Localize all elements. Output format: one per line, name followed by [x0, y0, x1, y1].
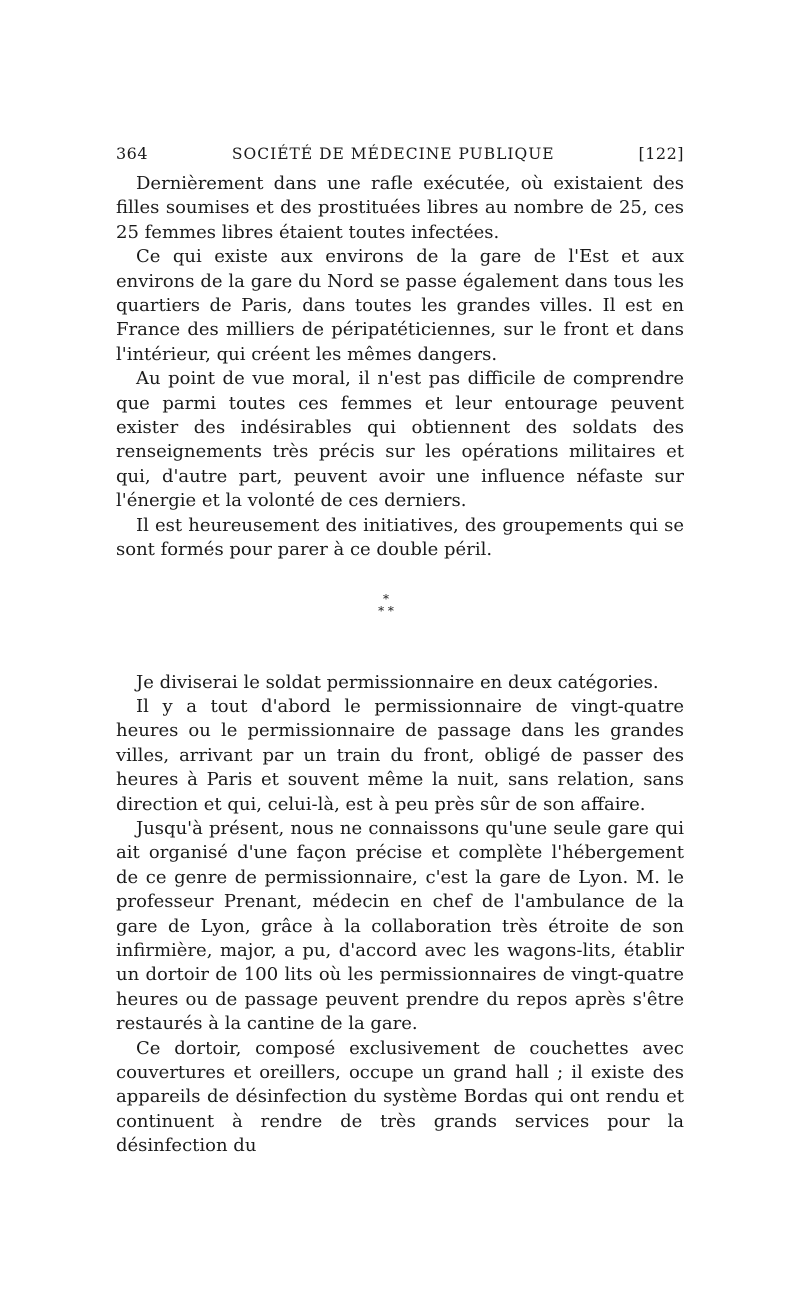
paragraph: Ce dortoir, composé exclusivement de couchettes avec couvertures et oreillers, occupe un grand hall ; il existe des appareils de désinfection du système Bordas qui ont rendu et continuent à rendre de très grands services pour la désinfection du	[116, 1037, 684, 1157]
page-number: 364	[116, 144, 149, 163]
section-prostitution-dangers	[116, 172, 684, 563]
paragraph: Dernièrement dans une rafle exécutée, où existaient des filles soumises et des prostituées libres au nombre de 25, ces 25 femmes libres étaient toutes infectées.	[116, 173, 684, 243]
paragraph: Il y a tout d'abord le permissionnaire de vingt-quatre heures ou le permissionnaire de passage dans les grandes villes, arrivant par un train du front, obligé de passer des heures à Paris et souvent même la nuit, sans relation, sans direction et qui, celui-là, est à peu près sûr de son affaire.	[116, 695, 684, 815]
paragraph: Je diviserai le soldat permissionnaire en deux catégories.	[136, 671, 659, 693]
paragraph: Au point de vue moral, il n'est pas difficile de comprendre que parmi toutes ces femmes et leur entourage peuvent exister des indésirables qui obtiennent des soldats des renseignements très précis sur les opérations militaires et qui, d'autre part, peuvent avoir une influence néfaste sur l'énergie et la volonté de ces derniers.	[116, 368, 684, 512]
paragraph: Jusqu'à présent, nous ne connaissons qu'une seule gare qui ait organisé d'une façon précise et complète l'hébergement de ce genre de permissionnaire, c'est la gare de Lyon. M. le professeur Prenant, médecin en chef de l'ambulance de la gare de Lyon, grâce à la collaboration très étroite de son infirmière, major, a pu, d'accord avec les wagons-lits, établir un dortoir de 100 lits où les permissionnaires de vingt-quatre heures ou de passage peuvent prendre du repos après s'être restaurés à la cantine de la gare.	[116, 817, 684, 1035]
running-header	[116, 144, 684, 172]
asterism-top: *	[383, 591, 389, 606]
bracket-page-number: [122]	[638, 144, 684, 163]
asterism	[356, 593, 416, 617]
section-permissionnaire	[116, 671, 684, 1159]
paragraph: Ce qui existe aux environs de la gare de l'Est et aux environs de la gare du Nord se passe également dans tous les quartiers de Paris, dans toutes les grandes villes. Il est en France des milliers de péripatéticiennes, sur le front et dans l'intérieur, qui créent les mêmes dangers.	[116, 246, 684, 365]
asterism-bottom: * *	[378, 603, 394, 618]
paragraph: Il est heureusement des initiatives, des groupements qui se sont formés pour parer à ce double péril.	[116, 514, 684, 561]
book-page	[116, 144, 684, 1159]
journal-title: SOCIÉTÉ DE MÉDECINE PUBLIQUE	[231, 145, 555, 163]
section-separator	[116, 563, 684, 671]
